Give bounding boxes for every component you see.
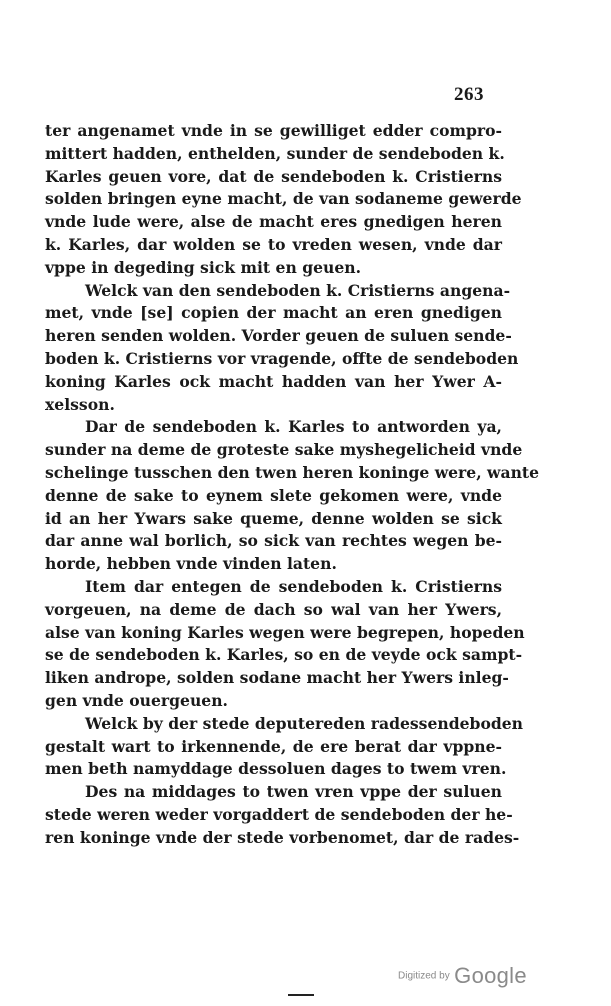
text-line: mittert hadden, enthelden, sunder de sendeboden k. bbox=[45, 143, 505, 163]
text-line: horde, hebben vnde vinden laten. bbox=[45, 554, 337, 574]
body-text bbox=[45, 120, 540, 850]
text-line: ren koninge vnde der stede vorbenomet, dar de rades- bbox=[45, 827, 520, 847]
text-line: Des na middages to twen vren vppe der suluen bbox=[85, 782, 502, 802]
text-line: gestalt wart to irkennende, de ere berat dar vppne- bbox=[45, 736, 502, 756]
text-line: Welck van den sendeboden k. Cristierns angena- bbox=[85, 280, 511, 300]
text-line: denne de sake to eynem slete gekomen were, vnde bbox=[45, 485, 502, 505]
text-line: Item dar entegen de sendeboden k. Cristierns bbox=[85, 576, 502, 596]
google-watermark bbox=[398, 963, 527, 989]
text-line: alse van koning Karles wegen were begrepen, hopeden bbox=[45, 622, 525, 642]
text-line: koning Karles ock macht hadden van her Ywer A- bbox=[45, 371, 502, 391]
text-line: id an her Ywars sake queme, denne wolden se sick bbox=[45, 508, 502, 528]
text-line: met, vnde [se] copien der macht an eren gnedigen bbox=[45, 303, 502, 323]
text-line: vorgeuen, na deme de dach so wal van her Ywers, bbox=[45, 599, 502, 619]
watermark-digitized-label: Digitized by bbox=[398, 970, 450, 982]
google-logo: Google bbox=[454, 963, 527, 988]
text-line: ter angenamet vnde in se gewilliget edder compro- bbox=[45, 121, 502, 140]
text-line: gen vnde ouergeuen. bbox=[45, 690, 228, 710]
page-number: 263 bbox=[454, 84, 484, 105]
text-line: xelsson. bbox=[45, 394, 115, 414]
text-line: Karles geuen vore, dat de sendeboden k. Cristierns bbox=[45, 166, 502, 186]
text-line: vppe in degeding sick mit en geuen. bbox=[45, 257, 362, 277]
text-line: men beth namyddage dessoluen dages to twem vren. bbox=[45, 759, 507, 779]
text-line: schelinge tusschen den twen heren koninge were, wante bbox=[45, 462, 540, 482]
text-line: stede weren weder vorgaddert de sendeboden der he- bbox=[45, 804, 513, 824]
text-line: Dar de sendeboden k. Karles to antworden ya, bbox=[85, 417, 502, 437]
text-line: k. Karles, dar wolden se to vreden wesen, vnde dar bbox=[45, 234, 502, 254]
text-line: se de sendeboden k. Karles, so en de veyde ock sampt- bbox=[45, 645, 523, 665]
text-line: Welck by der stede deputereden radessendeboden bbox=[85, 713, 524, 733]
text-line: dar anne wal borlich, so sick van rechtes wegen be- bbox=[45, 531, 502, 551]
text-line: sunder na deme de groteste sake myshegelicheid vnde bbox=[45, 440, 523, 460]
page-footer-mark bbox=[288, 994, 314, 996]
text-line: heren senden wolden. Vorder geuen de suluen sende- bbox=[45, 326, 512, 346]
text-line: boden k. Cristierns vor vragende, offte de sendeboden bbox=[45, 348, 519, 368]
text-line: solden bringen eyne macht, de van sodaneme gewerde bbox=[45, 189, 522, 209]
text-line: liken andrope, solden sodane macht her Ywers inleg- bbox=[45, 668, 509, 688]
text-line: vnde lude were, alse de macht eres gnedigen heren bbox=[45, 212, 502, 232]
